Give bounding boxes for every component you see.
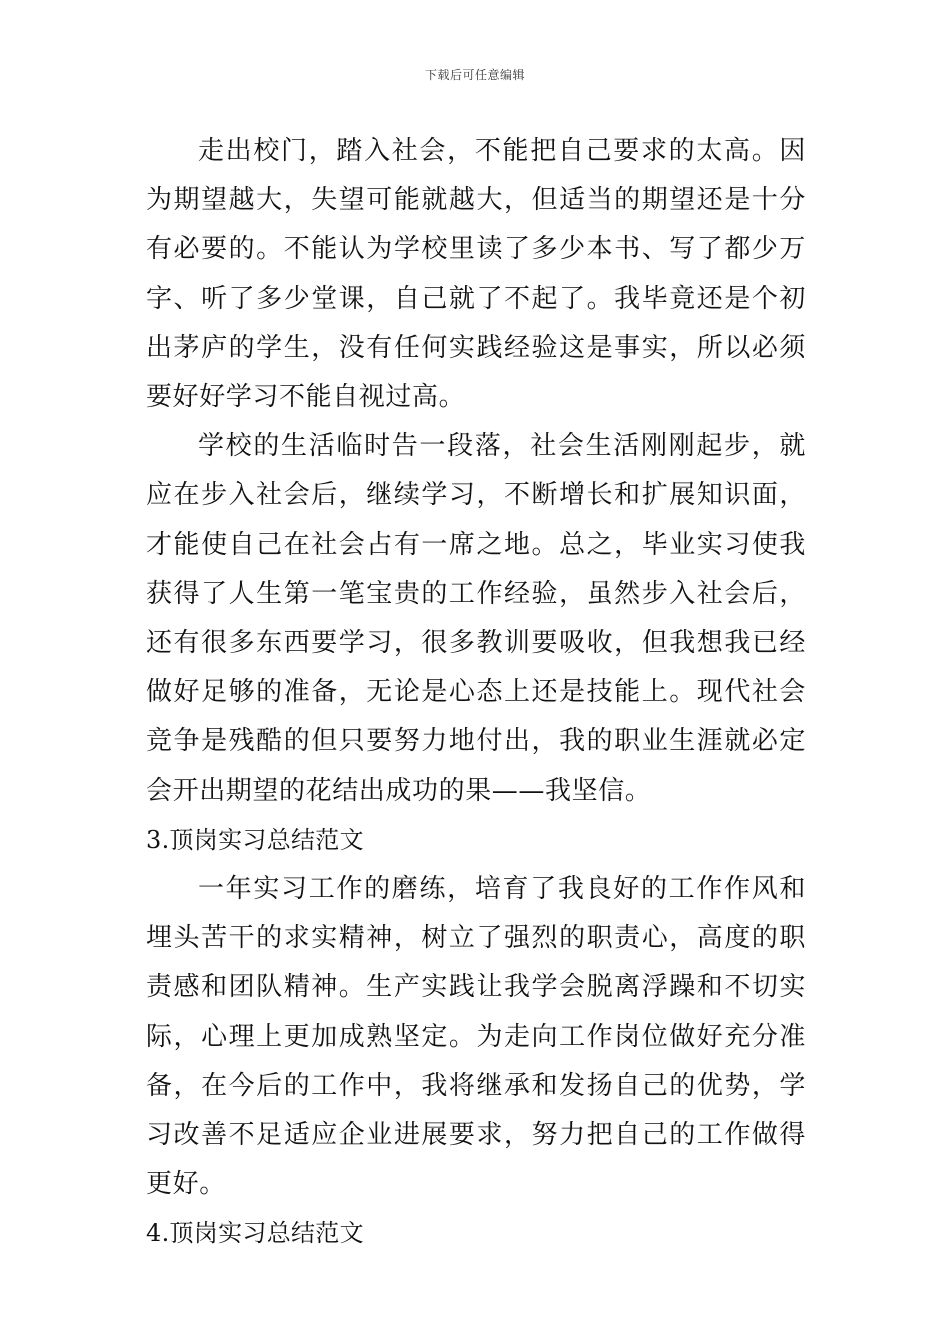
paragraph-1: 走出校门，踏入社会，不能把自己要求的太高。因为期望越大，失望可能就越大，但适当的期望还是十分有必要的。不能认为学校里读了多少本书、写了都少万字、听了多少堂课，自己就了不起了。我毕竟还是个初出茅庐的学生，没有任何实践经验这是事实，所以必须要好好学习不能自视过高。 <box>146 136 806 413</box>
section-heading-4: 4.顶岗实习总结范文 <box>146 1219 364 1248</box>
paragraph-3: 一年实习工作的磨练，培育了我良好的工作作风和埋头苦干的求实精神，树立了强烈的职责心，高度的职责感和团队精神。生产实践让我学会脱离浮躁和不切实际，心理上更加成熟坚定。为走向工作岗位做好充分准备，在今后的工作中，我将继承和发扬自己的优势，学习改善不足适应企业进展要求，努力把自己的工作做得更好。 <box>146 874 806 1200</box>
document-body <box>146 127 806 1259</box>
header-note: 下载后可任意编辑 <box>424 68 525 82</box>
section-heading-3: 3.顶岗实习总结范文 <box>146 825 364 854</box>
paragraph-2: 学校的生活临时告一段落，社会生活刚刚起步，就应在步入社会后，继续学习，不断增长和扩展知识面，才能使自己在社会占有一席之地。总之，毕业实习使我获得了人生第一笔宝贵的工作经验，虽然步入社会后，还有很多东西要学习，很多教训要吸收，但我想我已经做好足够的准备，无论是心态上还是技能上。现代社会竞争是残酷的但只要努力地付出，我的职业生涯就必定会开出期望的花结出成功的果——我坚信。 <box>146 431 806 806</box>
